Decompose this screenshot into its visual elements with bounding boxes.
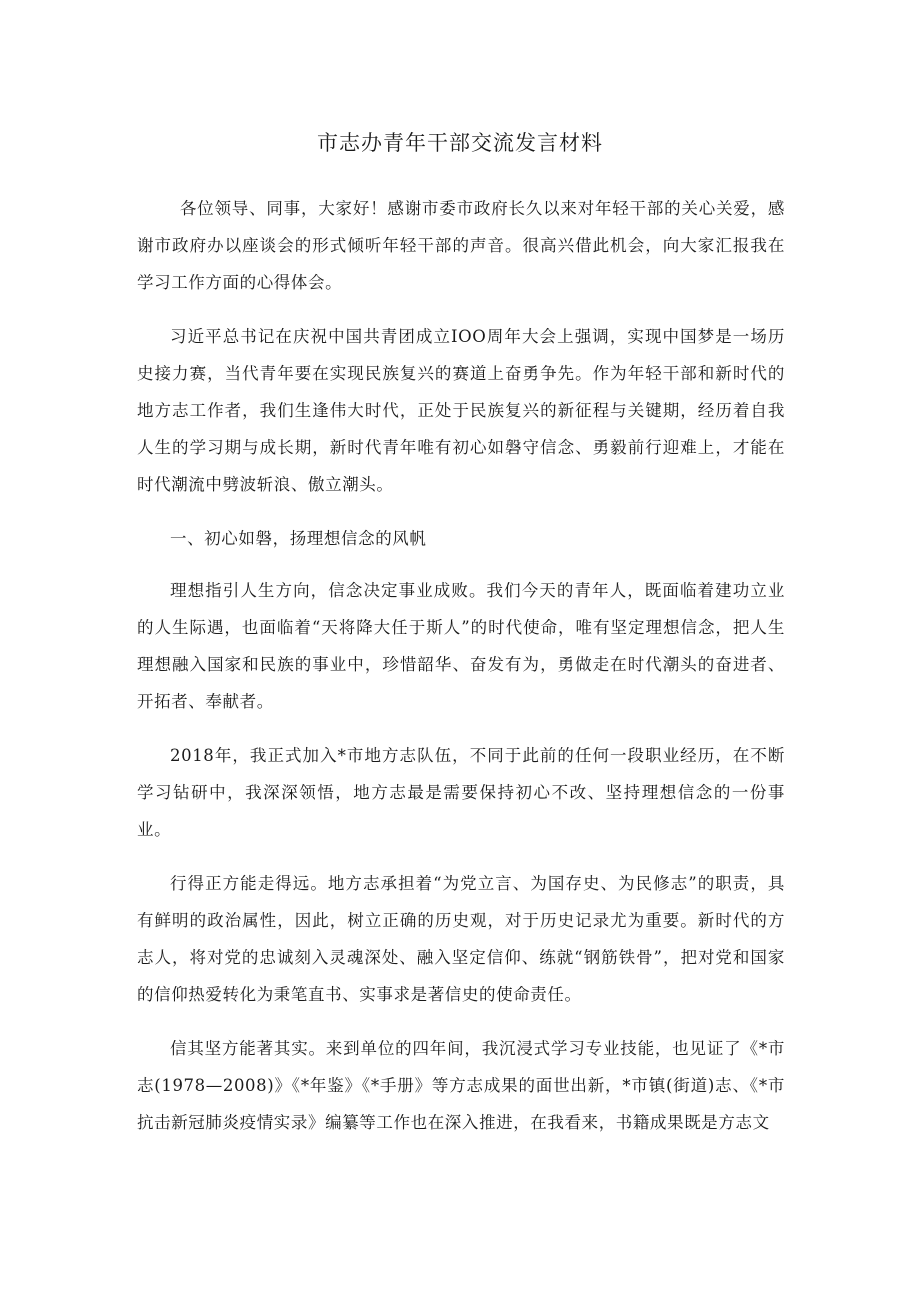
section-heading-1: 一、初心如磐，扬理想信念的风帆 bbox=[170, 529, 427, 548]
paragraph-2018: 2018年，我正式加入*市地方志队伍，不同于此前的任何一段职业经历，在不断学习钻研中，我深深领悟，地方志最是需要保持初心不改、坚持理想信念的一份事业。 bbox=[137, 746, 785, 839]
paragraph-integrity: 行得正方能走得远。地方志承担着“为党立言、为国存史、为民修志”的职责，具有鲜明的政治属性，因此，树立正确的历史观，对于历史记录尤为重要。新时代的方志人，将对党的忠诚刻入灵魂深处、融入坚定信仰、练就“钢筋铁骨”，把对党和国家的信仰热爱转化为秉笔直书、实事求是著信史的使命责任。 bbox=[137, 874, 785, 1004]
paragraph-belief: 信其坚方能著其实。来到单位的四年间，我沉浸式学习专业技能，也见证了《*市志(1978—2008)》《*年鉴》《*手册》等方志成果的面世出新，*市镇(街道)志、《*市抗击新冠肺炎疫情实录》编纂等工作也在深入推进，在我看来，书籍成果既是方志文 bbox=[137, 1039, 785, 1132]
document-title: 市志办青年干部交流发言材料 bbox=[317, 131, 603, 155]
paragraph-greeting: 各位领导、同事，大家好！感谢市委市政府长久以来对年轻干部的关心关爱，感谢市政府办以座谈会的形式倾听年轻干部的声音。很高兴借此机会，向大家汇报我在学习工作方面的心得体会。 bbox=[137, 199, 785, 292]
document-body bbox=[137, 190, 785, 1158]
paragraph-intro: 习近平总书记在庆祝中国共青团成立IOO周年大会上强调，实现中国梦是一场历史接力赛，当代青年要在实现民族复兴的赛道上奋勇争先。作为年轻干部和新时代的地方志工作者，我们生逢伟大时代，正处于民族复兴的新征程与关键期，经历着自我人生的学习期与成长期，新时代青年唯有初心如磐守信念、勇毅前行迎难上，才能在时代潮流中劈波斩浪、傲立潮头。 bbox=[137, 327, 785, 494]
paragraph-ideals: 理想指引人生方向，信念决定事业成败。我们今天的青年人，既面临着建功立业的人生际遇，也面临着“天将降大任于斯人”的时代使命，唯有坚定理想信念，把人生理想融入国家和民族的事业中，珍惜韶华、奋发有为，勇做走在时代潮头的奋进者、开拓者、奉献者。 bbox=[137, 581, 785, 711]
